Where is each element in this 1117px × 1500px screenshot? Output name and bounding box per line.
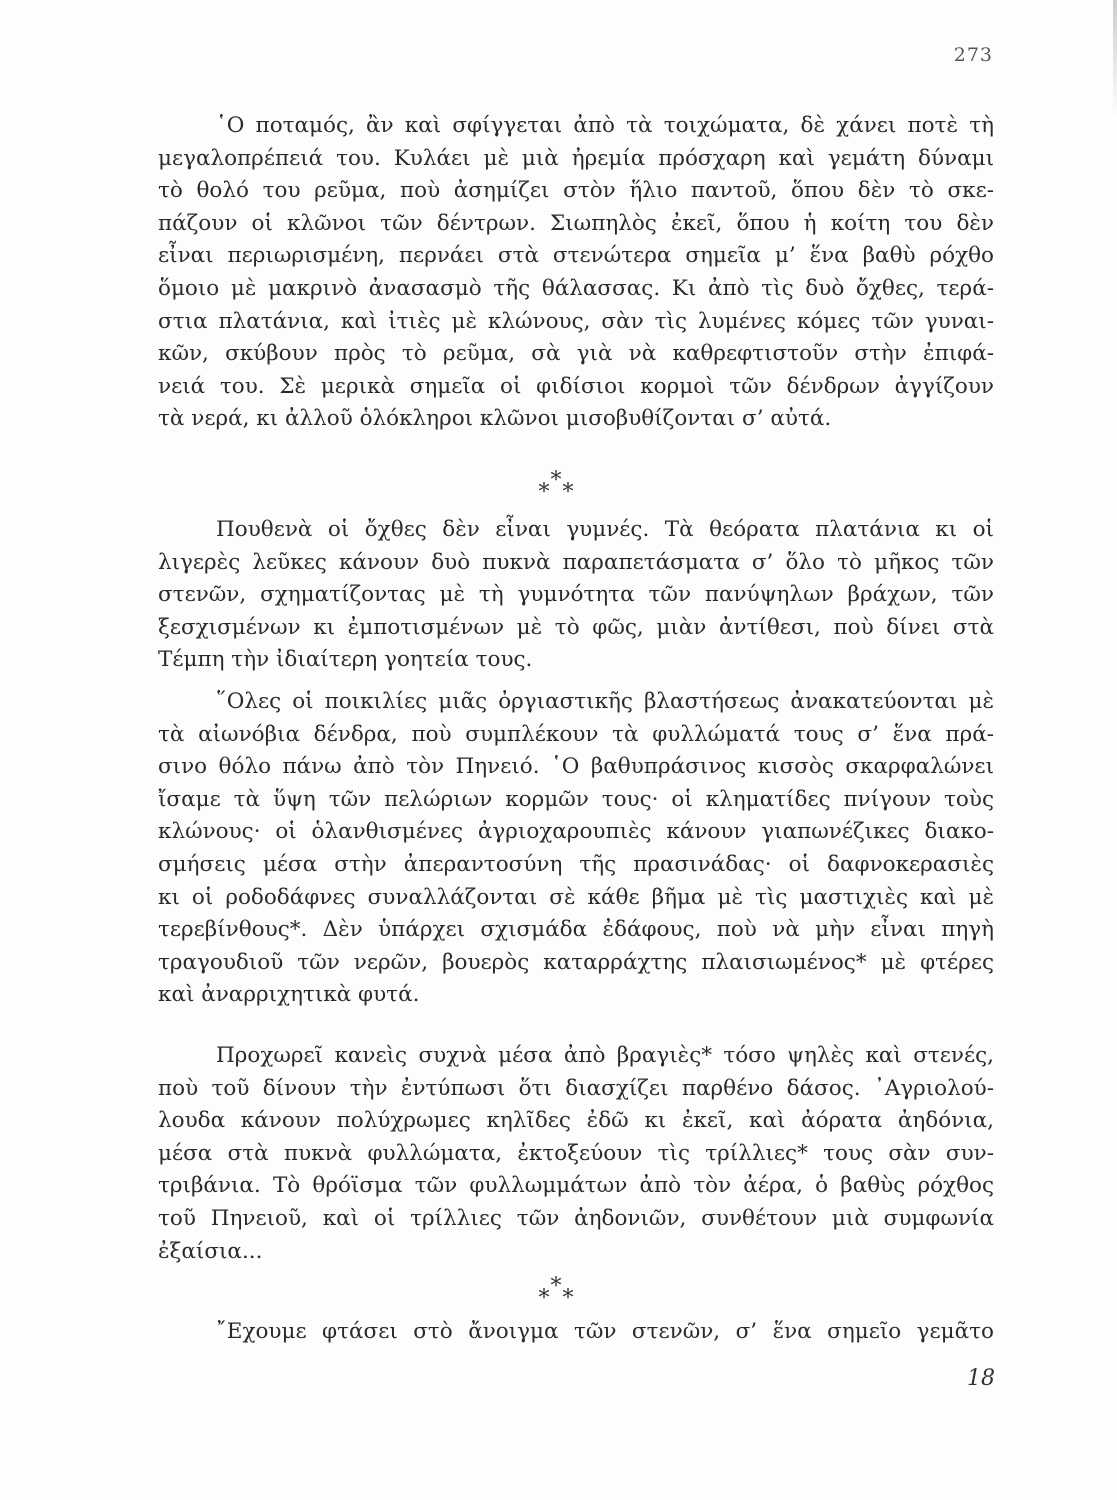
text-line: τὸ θολό του ρεῦμα, ποὺ ἀσημίζει στὸν ἥλιο παντοῦ, ὅπου δὲν τὸ σκε-: [158, 178, 994, 204]
text-line: ξεσχισμένων κι ἐμποτισμένων μὲ τὸ φῶς, μιὰν ἀντίθεσι, ποὺ δίνει στὰ: [158, 614, 994, 640]
paragraph-paths: [158, 1040, 994, 1268]
asterism: [538, 468, 579, 505]
page-number: 273: [953, 44, 993, 66]
text-line: Τέμπη τὴν ἰδιαίτερη γοητεία τους.: [158, 647, 533, 673]
text-line: ποὺ τοῦ δίνουν τὴν ἐντύπωσι ὅτι διασχίζει παρθένο δάσος. ᾽Αγριολού-: [158, 1075, 994, 1101]
asterism: [538, 1274, 579, 1311]
text-line: ὅμοιο μὲ μακρινὸ ἀνασασμὸ τῆς θάλασσας. Κι ἀπὸ τὶς δυὸ ὄχθες, τερά-: [158, 275, 994, 301]
text-line: κι οἱ ροδοδάφνες συναλλάζονται σὲ κάθε βῆμα μὲ τὶς μαστιχιὲς καὶ μὲ: [158, 884, 994, 910]
asterisk: *: [538, 1286, 550, 1311]
section-separator: [0, 1276, 1117, 1312]
text-line: ῾Ο ποταμός, ἂν καὶ σφίγγεται ἀπὸ τὰ τοιχώματα, δὲ χάνει ποτὲ τὴ: [216, 113, 994, 138]
text-line: εἶναι περιωρισμένη, περνάει στὰ στενώτερα σημεῖα μ’ ἕνα βαθὺ ρόχθο: [158, 243, 994, 269]
text-line: κλώνους· οἱ ὁλανθισμένες ἀγριοχαρουπιὲς κάνουν γιαπωνέζικες διακο-: [158, 819, 994, 845]
paragraph-banks: [158, 514, 994, 677]
text-line: ῞Ολες οἱ ποικιλίες μιᾶς ὀργιαστικῆς βλαστήσεως ἀνακατεύονται μὲ: [216, 689, 994, 714]
text-line: στενῶν, σχηματίζοντας μὲ τὴ γυμνότητα τῶν πανύψηλων βράχων, τῶν: [158, 582, 994, 608]
asterisk: *: [550, 1274, 562, 1299]
text-line: μεγαλοπρέπειά του. Κυλάει μὲ μιὰ ἠρεμία πρόσχαρη καὶ γεμάτη δύναμι: [158, 145, 994, 171]
text-line: ἴσαμε τὰ ὕψη τῶν πελώριων κορμῶν τους· οἱ κληματίδες πνίγουν τοὺς: [158, 786, 994, 812]
text-line: τραγουδιοῦ τῶν νερῶν, βουερὸς καταρράχτης πλαισιωμένος* μὲ φτέρες: [158, 949, 994, 975]
text-line: ἐξαίσια...: [158, 1238, 263, 1264]
text-line: νειά του. Σὲ μερικὰ σημεῖα οἱ φιδίσιοι κορμοὶ τῶν δένδρων ἀγγίζουν: [158, 373, 994, 399]
paragraph-river: [158, 110, 994, 436]
text-line: σμήσεις μέσα στὴν ἀπεραντοσύνη τῆς πρασινάδας· οἱ δαφνοκερασιὲς: [158, 851, 994, 877]
text-line: σινο θόλο πάνω ἀπὸ τὸν Πηνειό. ῾Ο βαθυπράσινος κισσὸς σκαρφαλώνει: [158, 754, 994, 780]
text-line: πάζουν οἱ κλῶνοι τῶν δέντρων. Σιωπηλὸς ἐκεῖ, ὅπου ἡ κοίτη του δὲν: [158, 210, 994, 236]
paragraph-opening: [158, 1316, 994, 1349]
text-line: τριβάνια. Τὸ θρόϊσμα τῶν φυλλωμμάτων ἀπὸ τὸν ἀέρα, ὁ βαθὺς ρόχθος: [158, 1173, 994, 1199]
text-line: κῶν, σκύβουν πρὸς τὸ ρεῦμα, σὰ γιὰ νὰ καθρεφτιστοῦν στὴν ἐπιφά-: [158, 341, 994, 367]
text-line: τερεβίνθους*. Δὲν ὑπάρχει σχισμάδα ἐδάφους, ποὺ νὰ μὴν εἶναι πηγὴ: [158, 917, 994, 943]
text-line: στια πλατάνια, καὶ ἰτιὲς μὲ κλώνους, σὰν τὶς λυμένες κόμες τῶν γυναι-: [158, 308, 994, 334]
text-line: τὰ νερά, κι ἀλλοῦ ὁλόκληροι κλῶνοι μισοβυθίζονται σ’ αὐτά.: [158, 406, 832, 432]
asterisk: *: [562, 1286, 574, 1311]
asterisk: *: [538, 480, 550, 505]
signature-number: 18: [967, 1366, 995, 1391]
section-separator: [0, 470, 1117, 506]
text-line: Προχωρεῖ κανεὶς συχνὰ μέσα ἀπὸ βραγιὲς* τόσο ψηλὲς καὶ στενές,: [216, 1043, 994, 1068]
text-line: τὰ αἰωνόβια δένδρα, ποὺ συμπλέκουν τὰ φυλλώματά τους σ’ ἕνα πρά-: [158, 721, 994, 747]
text-line: μέσα στὰ πυκνὰ φυλλώματα, ἐκτοξεύουν τὶς τρίλλιες* τους σὰν συν-: [158, 1140, 994, 1166]
page-edge-shadow: [1113, 0, 1117, 120]
paragraph-vegetation: [158, 686, 994, 1012]
text-line: καὶ ἀναρριχητικὰ φυτά.: [158, 982, 420, 1008]
text-line: Πουθενὰ οἱ ὄχθες δὲν εἶναι γυμνές. Τὰ θεόρατα πλατάνια κι οἱ: [216, 517, 994, 542]
text-line: λουδα κάνουν πολύχρωμες κηλῖδες ἐδῶ κι ἐκεῖ, καὶ ἀόρατα ἀηδόνια,: [158, 1108, 994, 1134]
asterisk: *: [562, 480, 574, 505]
text-line: τοῦ Πηνειοῦ, καὶ οἱ τρίλλιες τῶν ἀηδονιῶν, συνθέτουν μιὰ συμφωνία: [158, 1205, 994, 1231]
asterisk: *: [550, 468, 562, 493]
text-line: λιγερὲς λεῦκες κάνουν δυὸ πυκνὰ παραπετάσματα σ’ ὅλο τὸ μῆκος τῶν: [158, 549, 994, 575]
text-line: ῎Εχουμε φτάσει στὸ ἄνοιγμα τῶν στενῶν, σ’ ἕνα σημεῖο γεμᾶτο: [216, 1319, 994, 1344]
